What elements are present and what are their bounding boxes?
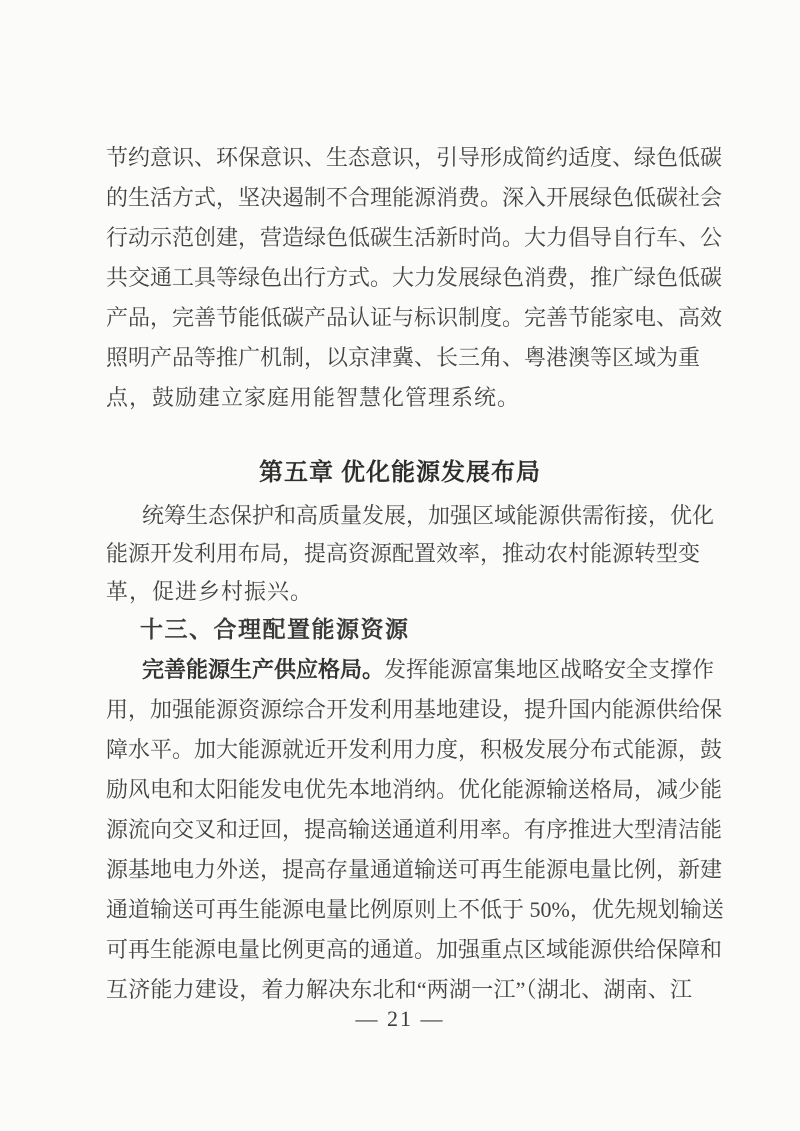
text-line: 产品，完善节能低碳产品认证与标识制度。完善节能家电、高效 xyxy=(106,305,723,330)
text-line: 能源开发利用布局，提高资源配置效率，推动农村能源转型变 xyxy=(106,541,701,566)
page-number: — 21 — xyxy=(355,1006,445,1031)
text-line: 革，促进乡村振兴。 xyxy=(106,579,314,604)
section-heading: 十三、合理配置能源资源 xyxy=(140,616,410,642)
text-line: 可再生能源电量比例更高的通道。加强重点区域能源供给保障和 xyxy=(106,937,723,962)
text-line: 统筹生态保护和高质量发展，加强区域能源供需衔接，优化 xyxy=(142,503,715,528)
chapter-heading: 第五章 优化能源发展布局 xyxy=(259,460,541,486)
text-line: 节约意识、环保意识、生态意识，引导形成简约适度、绿色低碳 xyxy=(106,145,723,170)
text-line: 的生活方式，坚决遏制不合理能源消费。深入开展绿色低碳社会 xyxy=(106,185,723,210)
text-line: 源基地电力外送，提高存量通道输送可再生能源电量比例，新建 xyxy=(106,857,723,882)
text-line: 行动示范创建，营造绿色低碳生活新时尚。大力倡导自行车、公 xyxy=(106,225,723,250)
paragraph-green-lifestyle xyxy=(106,138,723,418)
paragraph-chapter-intro xyxy=(106,497,715,611)
bold-lead-text: 完善能源生产供应格局。 xyxy=(142,657,385,682)
text-line: 用，加强能源资源综合开发利用基地建设，提升国内能源供给保 xyxy=(106,697,723,722)
text-line: 照明产品等推广机制，以京津冀、长三角、粤港澳等区域为重 xyxy=(106,345,701,370)
text-line: 障水平。加大能源就近开发利用力度，积极发展分布式能源，鼓 xyxy=(106,737,723,762)
text-line: 互济能力建设，着力解决东北和“两湖一江”（湖北、湖南、江 xyxy=(106,977,692,1002)
text-line: 通道输送可再生能源电量比例原则上不低于 50%，优先规划输送 xyxy=(106,897,724,922)
paragraph-energy-allocation xyxy=(106,650,724,1010)
text-line xyxy=(106,650,715,690)
text-line: 源流向交叉和迂回，提高输送通道利用率。有序推进大型清洁能 xyxy=(106,817,723,842)
text-line: 共交通工具等绿色出行方式。大力发展绿色消费，推广绿色低碳 xyxy=(106,265,723,290)
text-line: 点，鼓励建立家庭用能智慧化管理系统。 xyxy=(106,385,521,410)
text-line: 励风电和太阳能发电优先本地消纳。优化能源输送格局，减少能 xyxy=(106,777,723,802)
lead-rest-text: 发挥能源富集地区战略安全支撑作 xyxy=(384,657,715,682)
